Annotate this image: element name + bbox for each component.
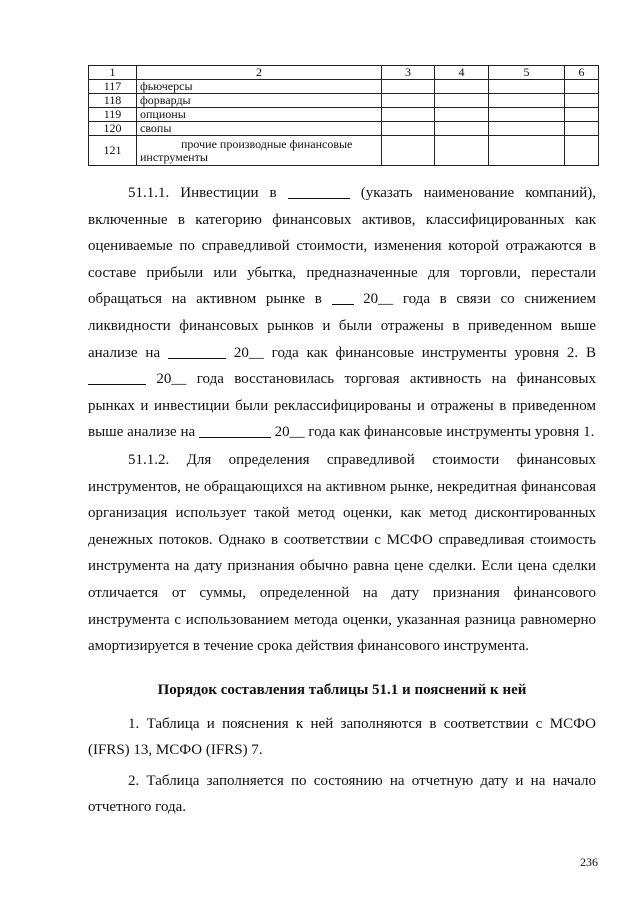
table-cell [489, 122, 565, 136]
para-segment: (указать наименование компаний), включенные в категорию финансовых активов, классифицированных как оцениваемые по справедливой стоимости, изменения которой отражаются в составе прибыли или убытка, предназначенные для торговли, перестали обращаться на активном рынке в [88, 185, 596, 308]
row-number: 121 [89, 136, 137, 166]
header-cell: 2 [137, 66, 382, 80]
header-cell: 5 [489, 66, 565, 80]
para-segment: 20__ года восстановилась торговая активность на финансовых рынках и инвестиции были реклассифицированы и отражены в приведенном выше анализе на [88, 371, 596, 441]
header-cell: 6 [565, 66, 599, 80]
table-cell [382, 80, 435, 94]
table-cell [382, 122, 435, 136]
blank-field [332, 289, 354, 305]
row-name: свопы [137, 122, 382, 136]
table-cell [565, 136, 599, 166]
header-cell: 4 [435, 66, 489, 80]
table-cell [489, 94, 565, 108]
row-number: 117 [89, 80, 137, 94]
table-cell [565, 80, 599, 94]
header-cell: 1 [89, 66, 137, 80]
table-cell [382, 108, 435, 122]
list-item: 1. Таблица и пояснения к ней заполняются в соответствии с МСФО (IFRS) 13, МСФО (IFRS) 7. [88, 715, 596, 759]
blank-field [199, 422, 271, 438]
list-item: 2. Таблица заполняется по состоянию на отчетную дату и на начало отчетного года. [88, 772, 596, 816]
page-number: 236 [580, 855, 598, 869]
row-name: форварды [137, 94, 382, 108]
para-segment: 51.1.1. Инвестиции в [128, 185, 277, 201]
table-cell [489, 80, 565, 94]
section-heading: Порядок составления таблицы 51.1 и пояснений к ней [157, 681, 527, 698]
table-cell [565, 122, 599, 136]
table-header-row [89, 66, 599, 80]
header-cell: 3 [382, 66, 435, 80]
table-cell [435, 94, 489, 108]
paragraph-51-1-1 [88, 180, 596, 446]
para-segment: 20__ года в связи со снижением ликвидности финансовых рынков и были отражены в приведенном выше анализе на [88, 291, 597, 361]
row-name: фьючерсы [137, 80, 382, 94]
blank-field [88, 369, 146, 385]
table-row [89, 108, 599, 122]
body-text [88, 180, 596, 821]
table-cell [382, 136, 435, 166]
table-cell [435, 108, 489, 122]
row-name: прочие производные финансовые инструменты [137, 136, 382, 166]
table-row [89, 80, 599, 94]
blank-field [288, 183, 350, 199]
table-row [89, 122, 599, 136]
para-segment: 20__ года как финансовые инструменты уровня 1. [274, 424, 595, 441]
table-cell [489, 136, 565, 166]
table-row [89, 94, 599, 108]
row-number: 119 [89, 108, 137, 122]
table-cell [565, 108, 599, 122]
para-segment: 20__ года как финансовые инструменты уровня 2. В [233, 344, 596, 361]
table-cell [435, 122, 489, 136]
paragraph-51-1-2: 51.1.2. Для определения справедливой стоимости финансовых инструментов, не обращающихся на активном рынке, некредитная финансовая организация использует такой метод оценки, как метод дисконтированных денежных потоков. Однако в соответствии с МСФО справедливая стоимость инструмента на дату признания обычно равна цене сделки. Если цена сделки отличается от суммы, определенной на дату признания финансового инструмента с использованием метода оценки, указанная разница равномерно амортизируется в течение срока действия финансового инструмента. [88, 451, 596, 655]
blank-field [168, 343, 226, 359]
derivatives-table [88, 65, 599, 166]
table-cell [382, 94, 435, 108]
row-name: опционы [137, 108, 382, 122]
table-cell [435, 80, 489, 94]
table-cell [435, 136, 489, 166]
row-number: 118 [89, 94, 137, 108]
row-number: 120 [89, 122, 137, 136]
table-cell [489, 108, 565, 122]
table-row [89, 136, 599, 166]
table-cell [565, 94, 599, 108]
